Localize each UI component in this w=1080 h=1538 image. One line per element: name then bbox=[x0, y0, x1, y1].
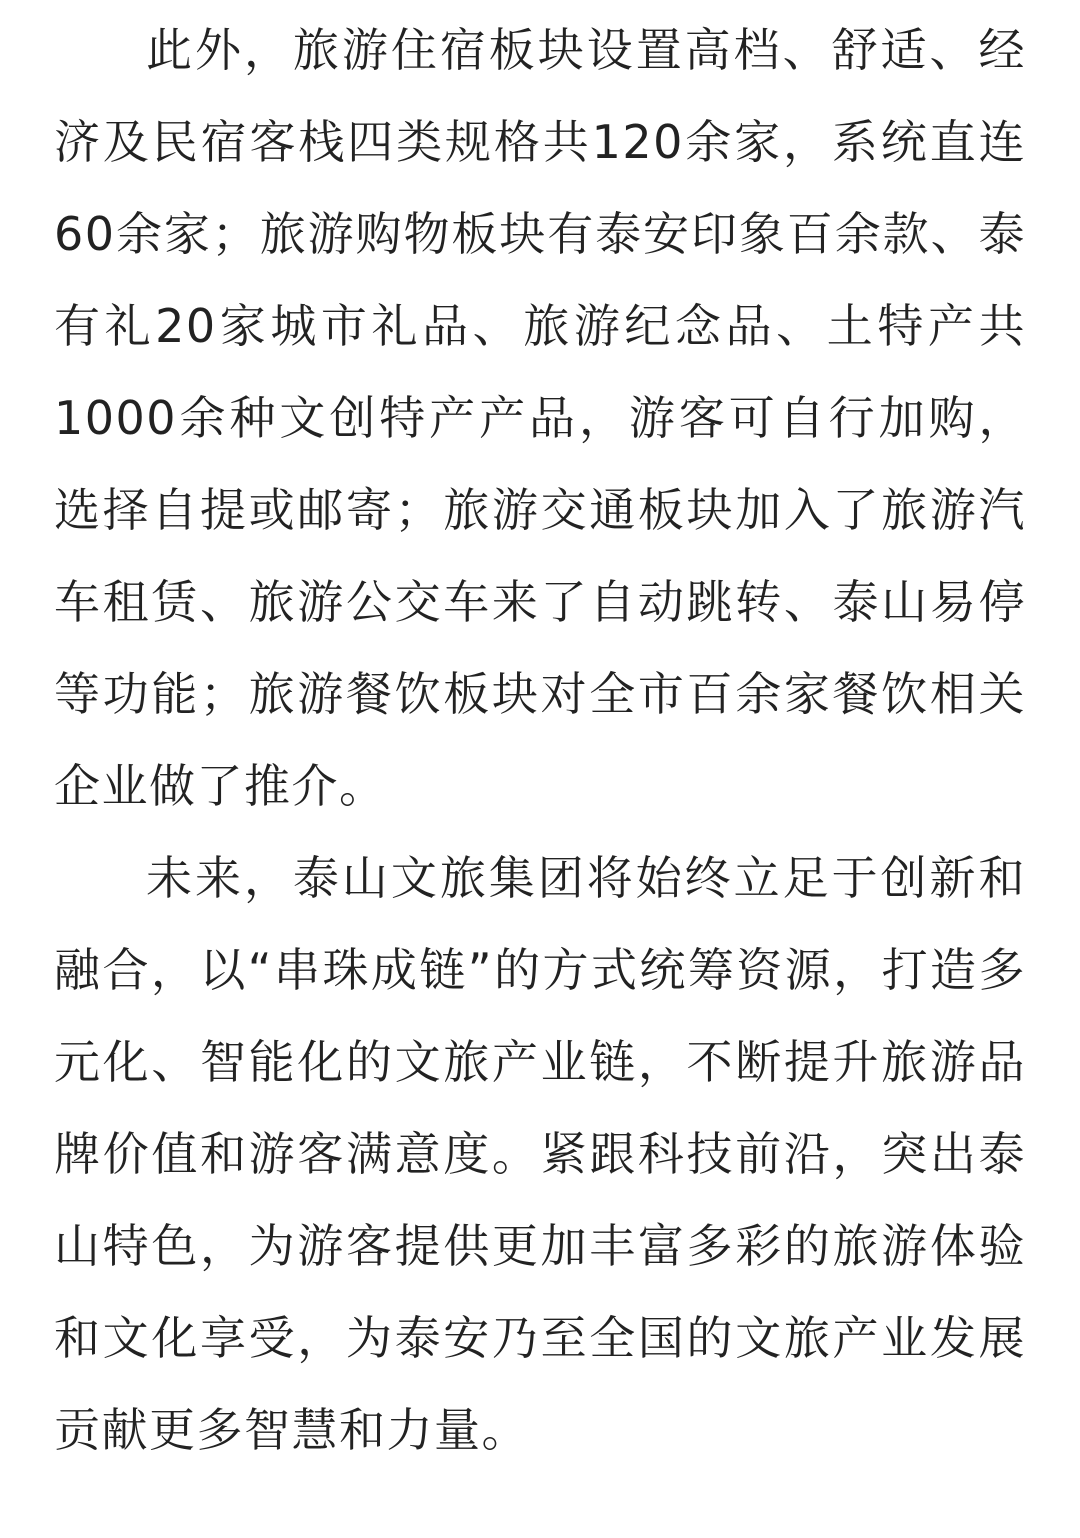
article-body bbox=[54, 0, 1026, 1476]
paragraph-accommodation-shopping-transport: 此外，旅游住宿板块设置高档、舒适、经济及民宿客栈四类规格共120余家，系统直连60余家；旅游购物板块有泰安印象百余款、泰有礼20家城市礼品、旅游纪念品、土特产共1000余种文创特产产品，游客可自行加购，选择自提或邮寄；旅游交通板块加入了旅游汽车租赁、旅游公交车来了自动跳转、泰山易停等功能；旅游餐饮板块对全市百余家餐饮相关企业做了推介。 bbox=[54, 23, 1026, 813]
paragraph-future-outlook: 未来，泰山文旅集团将始终立足于创新和融合，以“串珠成链”的方式统筹资源，打造多元化、智能化的文旅产业链，不断提升旅游品牌价值和游客满意度。紧跟科技前沿，突出泰山特色，为游客提供更加丰富多彩的旅游体验和文化享受，为泰安乃至全国的文旅产业发展贡献更多智慧和力量。 bbox=[54, 851, 1026, 1457]
